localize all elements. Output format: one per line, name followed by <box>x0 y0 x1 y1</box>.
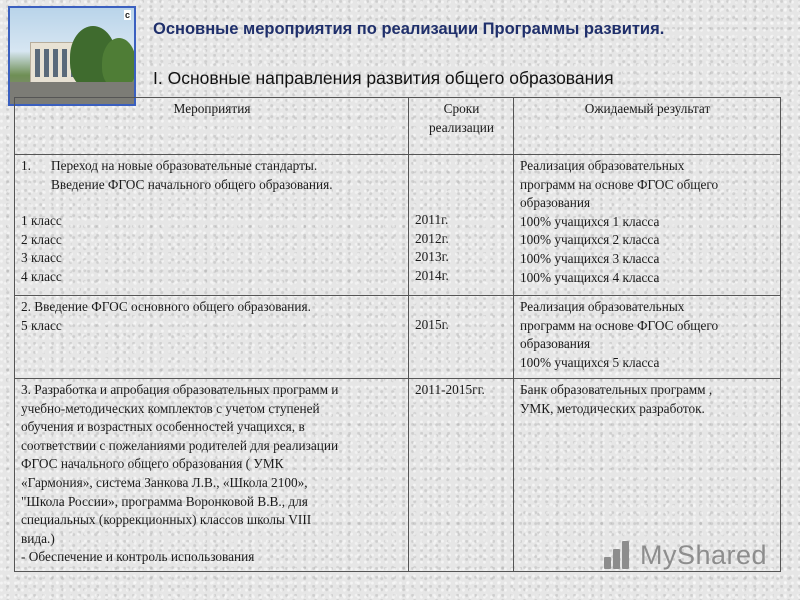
grade-label: 4 класс <box>21 268 62 284</box>
result-cell: Реализация образовательных программ на основе ФГОС общего образования 100% учащихся 5 класса <box>514 296 781 379</box>
year-label: 2011-2015гг. <box>415 382 485 397</box>
watermark-text: MyShared <box>640 539 768 570</box>
bar-chart-icon <box>604 541 634 569</box>
events-cell: 3. Разработка и апробация образовательных программ и учебно-методических комплектов с учетом ступеней обучения и возрастных особенностей учащихся, в соответствии с пожеланиями родителей для реализации ФГОС начального общего образования ( УМК «Гармония», система Занкова Л.В., «Школа 2100», "Школа России», программа Воронковой В.В., для специальных (коррекционных) классов школы VIII вида.) - Обеспечение и контроль использования <box>15 379 409 572</box>
events-cell <box>15 155 409 296</box>
tree <box>102 38 136 88</box>
terms-cell <box>409 155 514 296</box>
school-photo <box>8 6 136 106</box>
terms-cell <box>409 379 514 572</box>
watermark <box>604 538 767 572</box>
header-result: Ожидаемый результат <box>514 98 781 155</box>
header-events: Мероприятия <box>15 98 409 155</box>
grade-label: 1 класс <box>21 213 62 229</box>
terms-cell <box>409 296 514 379</box>
table-header-row <box>15 98 781 155</box>
result-cell: Банк образовательных программ , УМК, методических разработок. <box>514 379 781 572</box>
slide-title: Основные мероприятия по реализации Программы развития. <box>153 20 665 38</box>
grade-label: 5 класс <box>21 317 62 333</box>
year-label: 2015г. <box>415 317 449 332</box>
grade-label: 3 класс <box>21 250 62 266</box>
header-terms: Сроки реализации <box>409 98 514 155</box>
result-cell: Реализация образовательных программ на основе ФГОС общего образования 100% учащихся 1 класса 100% учащихся 2 класса 100% учащихся 3 класса 100% учащихся 4 класса <box>514 155 781 296</box>
year-label: 2013г. <box>415 249 449 265</box>
events-cell: 2. Введение ФГОС основного общего образования. 5 класс <box>15 296 409 379</box>
year-label: 2012г. <box>415 230 449 246</box>
year-label: 2014г. <box>415 267 449 283</box>
grade-label: 2 класс <box>21 231 62 247</box>
year-label: 2011г. <box>415 212 449 227</box>
photo-badge: c <box>124 10 130 20</box>
table-row <box>15 155 781 296</box>
section-subtitle: I. Основные направления развития общего образования <box>153 68 614 88</box>
table-row <box>15 296 781 379</box>
list-item: 1. Переход на новые образовательные стандарты. Введение ФГОС начального общего образования. <box>21 158 333 192</box>
measures-table <box>14 97 781 572</box>
